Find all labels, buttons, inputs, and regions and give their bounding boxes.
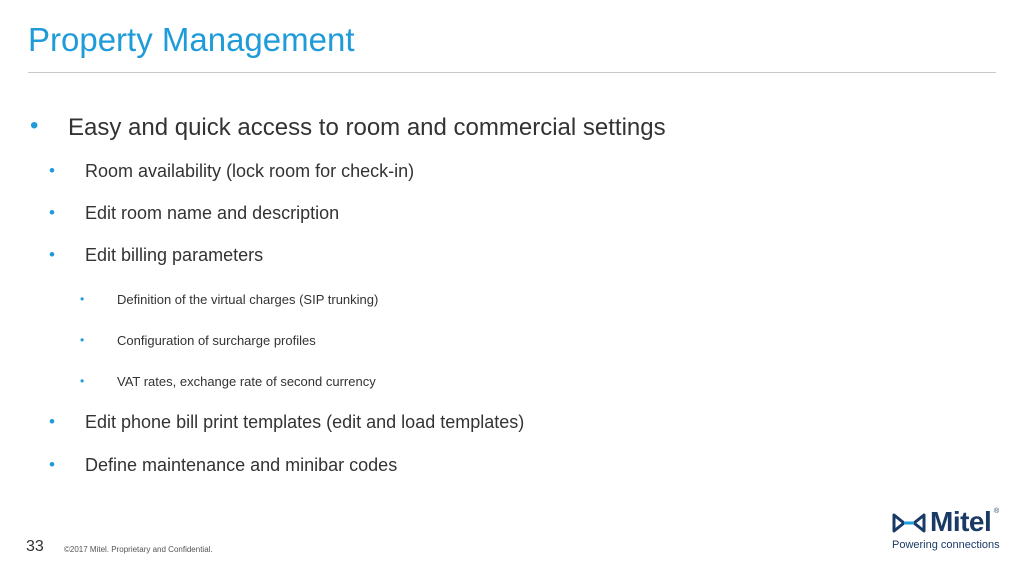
logo-wordmark: Mitel	[930, 506, 992, 537]
bullet-text: Definition of the virtual charges (SIP trunking)	[117, 292, 379, 307]
bullet-text: VAT rates, exchange rate of second currency	[117, 374, 376, 389]
bullet-marker: •	[49, 412, 55, 431]
bullet-text: Easy and quick access to room and commercial settings	[68, 114, 666, 141]
mitel-logo	[890, 506, 1000, 556]
bullet-text: Configuration of surcharge profiles	[117, 333, 316, 348]
copyright-notice: ©2017 Mitel. Proprietary and Confidential.	[64, 545, 213, 554]
logo-tagline: Powering connections	[892, 539, 1000, 551]
bullet-marker: •	[80, 333, 85, 347]
bullet-marker: •	[80, 292, 85, 306]
mitel-mark-icon	[892, 511, 926, 535]
bullet-text: Edit room name and description	[85, 203, 340, 223]
bullet-marker: •	[30, 112, 39, 139]
slide-title: Property Management	[28, 21, 355, 58]
title-divider	[28, 72, 996, 73]
bullet-text: Define maintenance and minibar codes	[85, 455, 398, 475]
page-number: 33	[26, 538, 44, 555]
bullet-marker: •	[80, 374, 85, 388]
bullet-marker: •	[49, 455, 55, 474]
bullet-marker: •	[49, 161, 55, 180]
bullet-text: Edit phone bill print templates (edit and load templates)	[85, 412, 525, 432]
bullet-text: Room availability (lock room for check-in)	[85, 161, 415, 181]
logo-registered-mark: ®	[994, 508, 1000, 515]
bullet-marker: •	[49, 203, 55, 222]
bullet-marker: •	[49, 245, 55, 264]
bullet-text: Edit billing parameters	[85, 245, 264, 265]
